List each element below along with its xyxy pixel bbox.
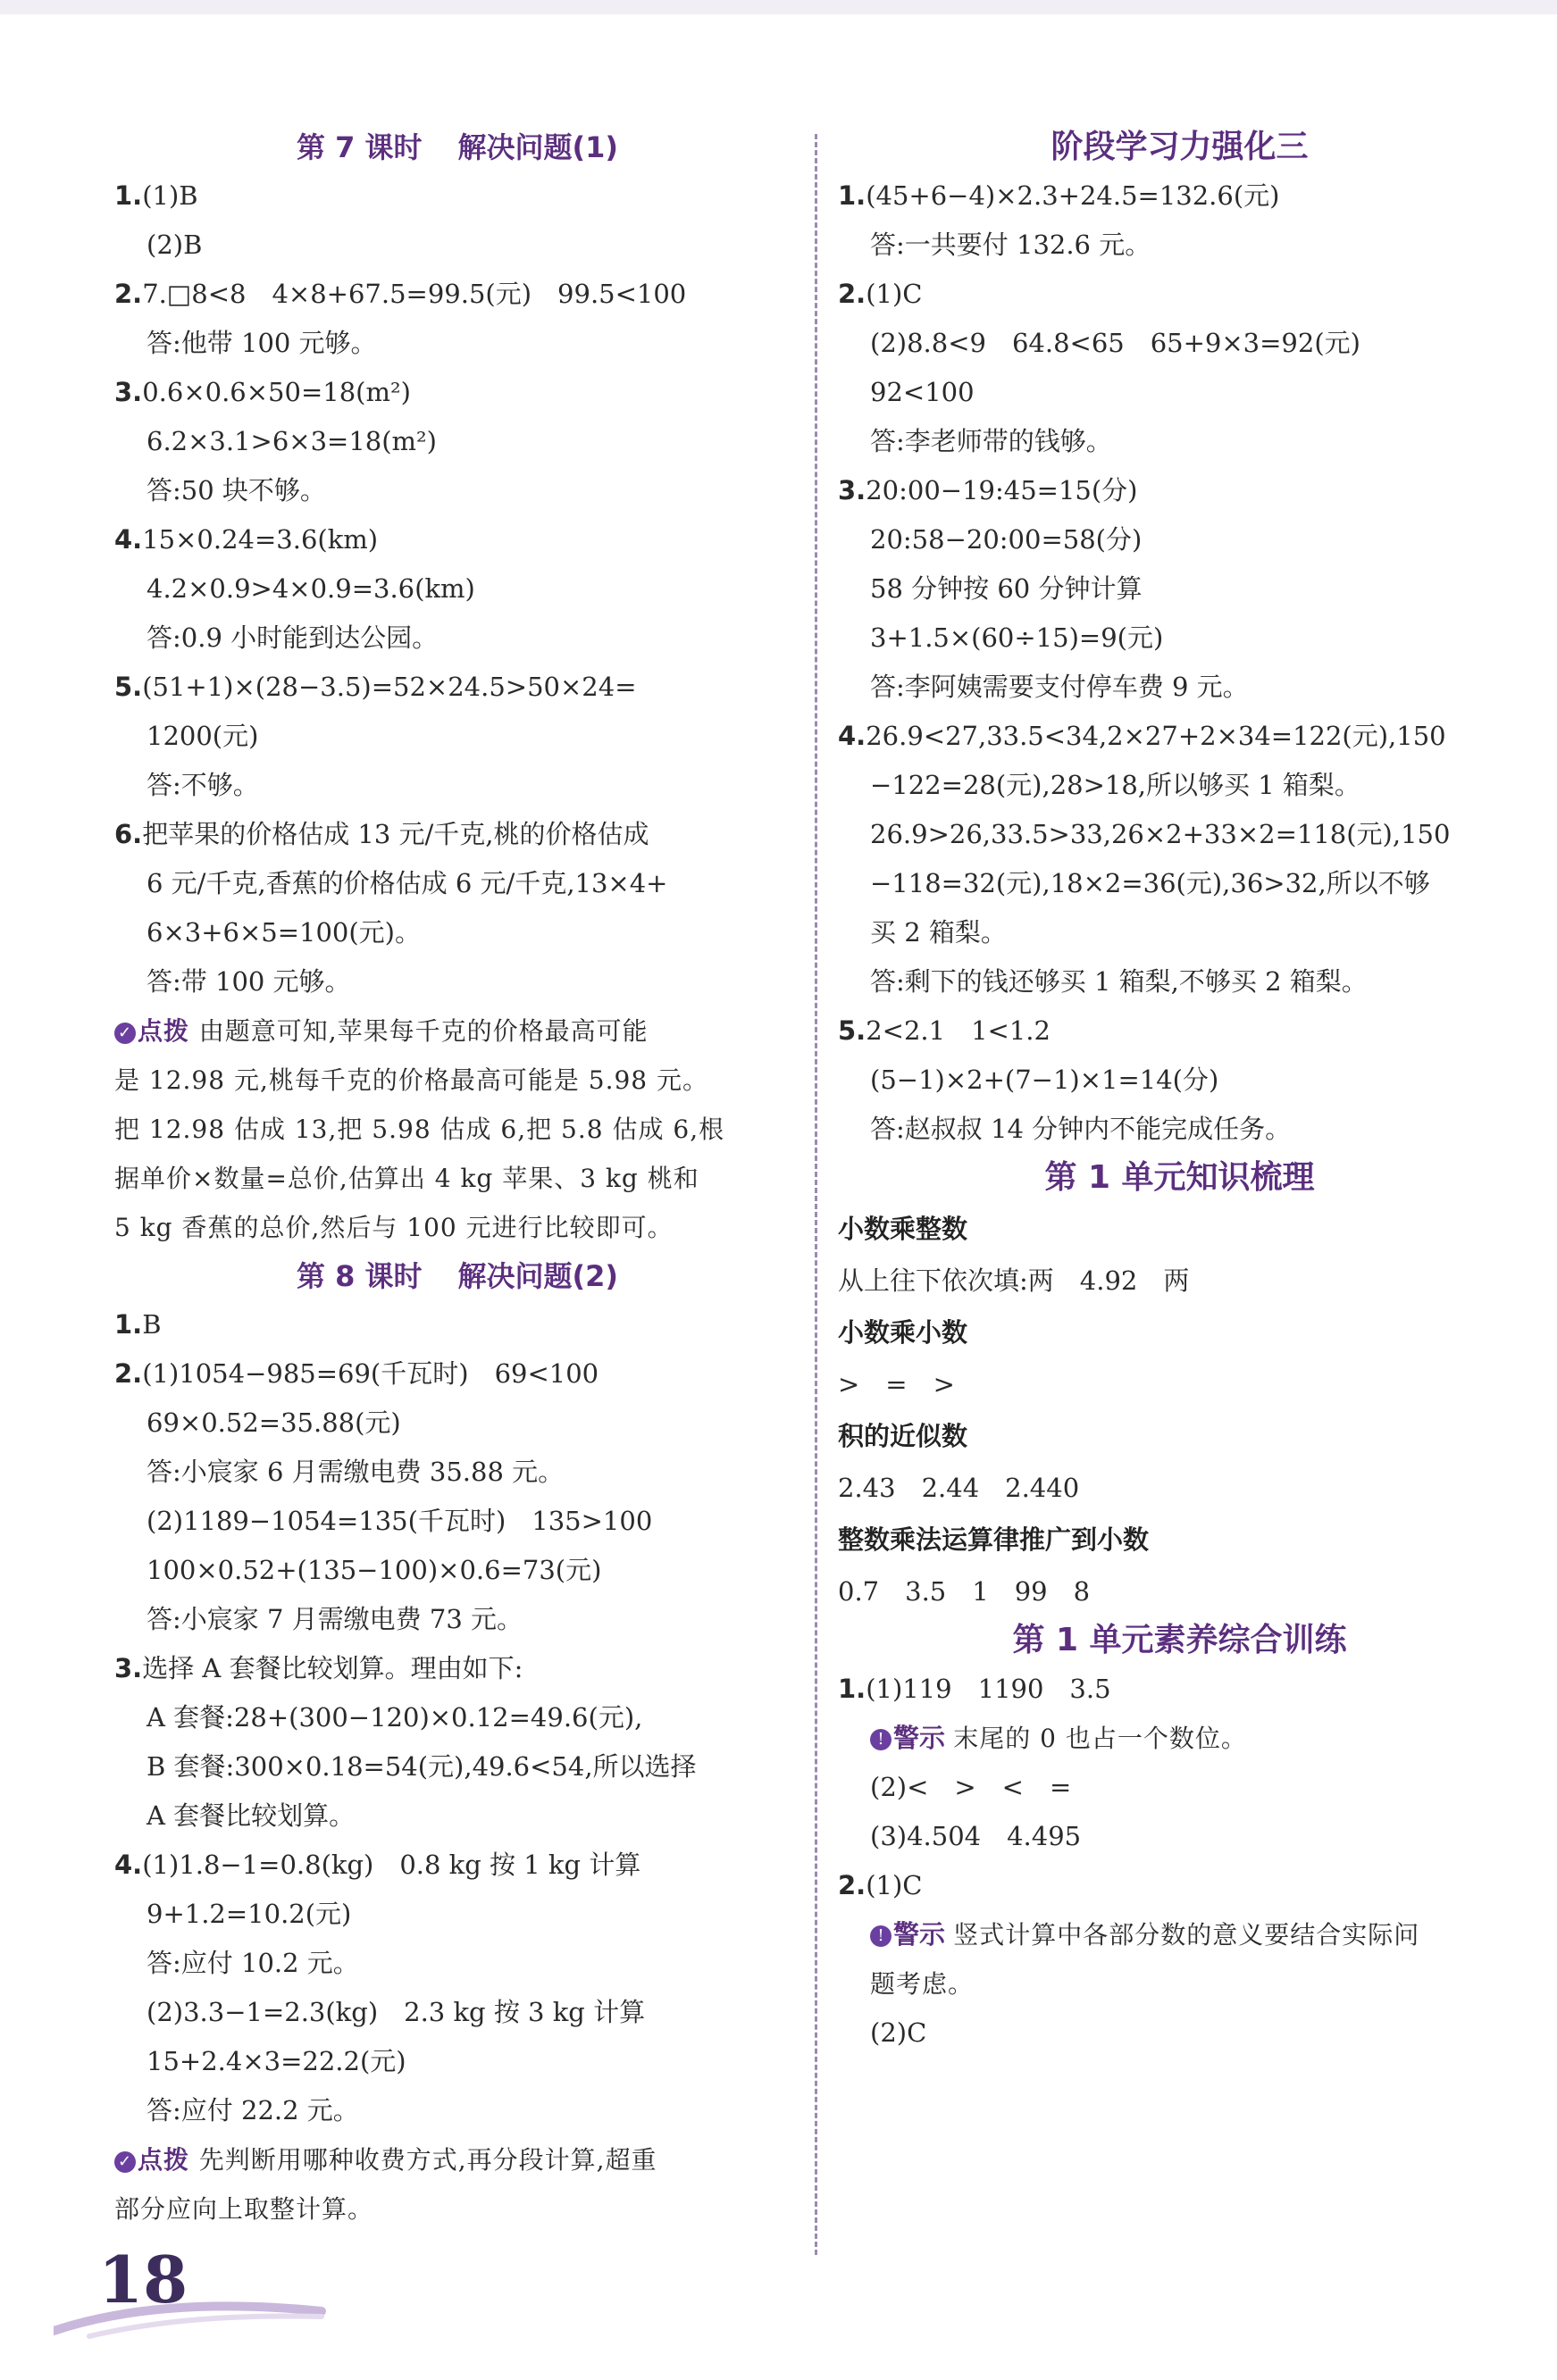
answer-text: A 套餐比较划算。 [146, 1800, 356, 1831]
tip-line [114, 1203, 800, 1252]
answer-line: (2)C [870, 2017, 927, 2048]
answer-text: (1)1.8−1=0.8(kg) 0.8 kg 按 1 kg 计算 [142, 1850, 641, 1880]
answer-text: 选择 A 套餐比较划算。理由如下: [142, 1653, 523, 1683]
tip-line [114, 1006, 800, 1056]
answer-line [114, 564, 800, 614]
warning-note: ! 警示 竖式计算中各部分数的意义要结合实际问 [838, 1910, 1521, 1959]
answer-text: 4.2×0.9>4×0.9=3.6(km) [146, 573, 475, 604]
tip-line [114, 1154, 800, 1203]
answer-line [838, 957, 1521, 1006]
answer-text: 答:小宸家 6 月需缴电费 35.88 元。 [146, 1457, 565, 1487]
warning-icon: ! [870, 1925, 892, 1947]
answer-text: 26.9<27,33.5<34,2×27+2×34=122(元),150 [866, 721, 1446, 751]
answer-line [838, 564, 1521, 614]
top-strip [0, 0, 1557, 14]
answer-text: 20:00−19:45=15(分) [866, 475, 1138, 505]
answer-line [114, 1546, 800, 1595]
answer-line [838, 319, 1521, 368]
answer-text: 9+1.2=10.2(元) [146, 1899, 352, 1929]
answer-line [838, 908, 1521, 957]
review-heading: 积的近似数 [838, 1421, 968, 1451]
question-number: 1. [114, 1309, 143, 1340]
answer-line [838, 221, 1521, 270]
answer-line [114, 663, 800, 712]
answer-line [838, 663, 1521, 712]
answer-line [838, 1056, 1521, 1105]
answer-text: (5−1)×2+(7−1)×1=14(分) [870, 1065, 1219, 1095]
answer-text: 答:赵叔叔 14 分钟内不能完成任务。 [870, 1114, 1292, 1144]
lesson7-answers [114, 171, 800, 1006]
answer-line [114, 1988, 800, 2037]
answer-line [114, 466, 800, 515]
tip-icon: ✓ [114, 2151, 136, 2173]
tip-text: 先判断用哪种收费方式,再分段计算,超重 [198, 2145, 657, 2175]
answer-text: 3+1.5×(60÷15)=9(元) [870, 622, 1164, 653]
tip-text: 据单价×数量=总价,估算出 4 kg 苹果、3 kg 桃和 [114, 1164, 699, 1193]
answer-line [838, 1006, 1521, 1056]
answer-line: 1.(1)119 1190 3.5 [838, 1674, 1111, 1704]
answer-line [114, 270, 800, 319]
answer-text: (1)C [866, 279, 923, 309]
answer-line [838, 515, 1521, 564]
review-heading: 小数乘小数 [838, 1317, 968, 1348]
left-column [114, 123, 800, 2234]
answer-text: −122=28(元),28>18,所以够买 1 箱梨。 [870, 770, 1360, 800]
answer-text: (1)1054−985=69(千瓦时) 69<100 [142, 1358, 599, 1389]
answer-line: (2)< > < = [870, 1772, 1072, 1802]
answer-line [114, 1742, 800, 1791]
answer-line [114, 761, 800, 810]
tip-text: 把 12.98 估成 13,把 5.98 估成 6,把 5.8 估成 6,根 [114, 1115, 725, 1144]
answer-text: 0.6×0.6×50=18(m²) [142, 377, 411, 407]
tip-text: 由题意可知,苹果每千克的价格最高可能 [198, 1016, 649, 1046]
answer-text: A 套餐:28+(300−120)×0.12=49.6(元), [146, 1702, 643, 1733]
answer-text: 答:不够。 [146, 770, 259, 800]
answer-text: 7.□8<8 4×8+67.5=99.5(元) 99.5<100 [142, 279, 687, 309]
tip-text: 部分应向上取整计算。 [114, 2194, 374, 2224]
column-divider [815, 134, 817, 2255]
review-answer: 从上往下依次填:两 4.92 两 [838, 1265, 1190, 1296]
answer-text: 答:应付 10.2 元。 [146, 1948, 359, 1978]
answer-line [114, 1399, 800, 1448]
answer-text: B [142, 1309, 162, 1340]
answer-text: 15+2.4×3=22.2(元) [146, 2046, 406, 2076]
answer-line [114, 1448, 800, 1497]
answer-text: 答:0.9 小时能到达公园。 [146, 622, 439, 653]
answer-text: (1)B [142, 180, 198, 211]
answer-text: 69×0.52=35.88(元) [146, 1407, 401, 1438]
answer-line [114, 1693, 800, 1742]
answer-line [114, 515, 800, 564]
unit1-review-sections [838, 1202, 1521, 1616]
answer-text: 1200(元) [146, 721, 259, 751]
answer-text: 答:李老师带的钱够。 [870, 426, 1112, 456]
answer-text: 26.9>26,33.5>33,26×2+33×2=118(元),150 [870, 819, 1451, 849]
answer-text: 2<2.1 1<1.2 [866, 1015, 1051, 1046]
answer-line [838, 810, 1521, 859]
answer-text: 20:58−20:00=58(分) [870, 524, 1143, 555]
page-number: 18 [98, 2242, 188, 2317]
review-answer: > = > [838, 1369, 955, 1399]
page-swoosh-decoration [54, 2286, 339, 2340]
answer-text: (51+1)×(28−3.5)=52×24.5>50×24= [142, 672, 637, 702]
unit1-training-answers [838, 1665, 1521, 2058]
question-number: 1. [838, 180, 866, 211]
tip-icon: ✓ [114, 1023, 136, 1044]
review-heading: 整数乘法运算律推广到小数 [838, 1524, 1150, 1555]
review-answer: 2.43 2.44 2.440 [838, 1473, 1080, 1503]
answer-text: (45+6−4)×2.3+24.5=132.6(元) [866, 180, 1280, 211]
answer-text: 答:带 100 元够。 [146, 966, 351, 997]
answer-line [114, 712, 800, 761]
question-number: 3. [838, 475, 866, 505]
question-number: 3. [114, 377, 143, 407]
answer-line [114, 1841, 800, 1890]
answer-line [838, 1105, 1521, 1154]
review-heading: 小数乘整数 [838, 1214, 968, 1244]
answer-line [114, 957, 800, 1006]
question-number: 6. [114, 819, 143, 849]
answer-line [838, 614, 1521, 663]
question-number: 2. [114, 1358, 143, 1389]
tip-label: 点拨 [138, 2145, 199, 2175]
question-number: 5. [838, 1015, 866, 1046]
answer-text: 答:一共要付 132.6 元。 [870, 230, 1151, 260]
lesson7-title: 第 7 课时 解决问题(1) [296, 130, 619, 164]
answer-line [838, 417, 1521, 466]
answer-line [838, 761, 1521, 810]
answer-line [114, 368, 800, 417]
answer-text: 6 元/千克,香蕉的价格估成 6 元/千克,13×4+ [146, 868, 668, 898]
unit1-review-title: 第 1 单元知识梳理 [1044, 1159, 1315, 1196]
answer-line: (3)4.504 4.495 [870, 1821, 1082, 1851]
answer-text: 6.2×3.1>6×3=18(m²) [146, 426, 437, 456]
answer-text: 买 2 箱梨。 [870, 917, 1007, 948]
tip-label: 点拨 [138, 1016, 199, 1046]
tip-line [114, 1105, 800, 1154]
answer-line [114, 171, 800, 221]
question-number: 5. [114, 672, 143, 702]
answer-text: −118=32(元),18×2=36(元),36>32,所以不够 [870, 868, 1430, 898]
warning-note-continued: 题考虑。 [870, 1969, 975, 1999]
answer-line [114, 1791, 800, 1841]
answer-line [114, 1497, 800, 1546]
answer-line [114, 1939, 800, 1988]
right-column [838, 123, 1521, 2058]
answer-text: (2)3.3−1=2.3(kg) 2.3 kg 按 3 kg 计算 [146, 1997, 646, 2027]
answer-text: 6×3+6×5=100(元)。 [146, 917, 421, 948]
tip-line [114, 1056, 800, 1105]
question-number: 4. [114, 524, 143, 555]
answer-text: 答:剩下的钱还够买 1 箱梨,不够买 2 箱梨。 [870, 966, 1368, 997]
question-number: 2. [114, 279, 143, 309]
question-number: 3. [114, 1653, 143, 1683]
answer-line [114, 221, 800, 270]
answer-text: 答:小宸家 7 月需缴电费 73 元。 [146, 1604, 523, 1634]
answer-line [838, 270, 1521, 319]
question-number: 4. [114, 1850, 143, 1880]
stage3-answers [838, 171, 1521, 1154]
answer-line [114, 1890, 800, 1939]
answer-line [838, 171, 1521, 221]
answer-text: B 套餐:300×0.18=54(元),49.6<54,所以选择 [146, 1751, 697, 1782]
lesson8-answers [114, 1300, 800, 2135]
answer-line: 2.(1)C [838, 1870, 923, 1900]
answer-text: 把苹果的价格估成 13 元/千克,桃的价格估成 [142, 819, 649, 849]
lesson8-tip [114, 2135, 800, 2234]
question-number: 2. [838, 279, 866, 309]
answer-text: 58 分钟按 60 分钟计算 [870, 573, 1143, 604]
lesson8-title: 第 8 课时 解决问题(2) [296, 1259, 619, 1293]
answer-line [114, 319, 800, 368]
stage3-title: 阶段学习力强化三 [1051, 129, 1309, 165]
tip-text: 是 12.98 元,桃每千克的价格最高可能是 5.98 元。 [114, 1065, 709, 1095]
answer-line [114, 614, 800, 663]
tip-text: 5 kg 香蕉的总价,然后与 100 元进行比较即可。 [114, 1213, 674, 1242]
answer-text: 15×0.24=3.6(km) [142, 524, 379, 555]
answer-line [114, 1644, 800, 1693]
answer-line [114, 859, 800, 908]
answer-line [838, 712, 1521, 761]
answer-line [114, 417, 800, 466]
answer-line [838, 368, 1521, 417]
answer-text: 答:他带 100 元够。 [146, 328, 377, 358]
answer-line [114, 1349, 800, 1399]
tip-line [114, 2135, 800, 2184]
review-answer: 0.7 3.5 1 99 8 [838, 1576, 1091, 1607]
answer-line [114, 908, 800, 957]
answer-text: 答:50 块不够。 [146, 475, 326, 505]
answer-line [114, 2037, 800, 2086]
answer-line [838, 466, 1521, 515]
answer-line [838, 859, 1521, 908]
answer-text: 92<100 [870, 377, 975, 407]
answer-text: (2)B [146, 230, 203, 260]
answer-text: (2)8.8<9 64.8<65 65+9×3=92(元) [870, 328, 1360, 358]
lesson7-tip [114, 1006, 800, 1252]
answer-line [114, 2086, 800, 2135]
answer-text: 答:应付 22.2 元。 [146, 2095, 359, 2125]
answer-line [114, 1300, 800, 1349]
answer-text: 100×0.52+(135−100)×0.6=73(元) [146, 1555, 602, 1585]
answer-text: (2)1189−1054=135(千瓦时) 135>100 [146, 1506, 653, 1536]
question-number: 4. [838, 721, 866, 751]
question-number: 1. [114, 180, 143, 211]
answer-line [114, 1595, 800, 1644]
unit1-training-title: 第 1 单元素养综合训练 [1012, 1622, 1347, 1658]
tip-line [114, 2184, 800, 2234]
warning-icon: ! [870, 1729, 892, 1750]
answer-text: 答:李阿姨需要支付停车费 9 元。 [870, 672, 1249, 702]
warning-note: ! 警示 末尾的 0 也占一个数位。 [838, 1714, 1521, 1763]
answer-line [114, 810, 800, 859]
